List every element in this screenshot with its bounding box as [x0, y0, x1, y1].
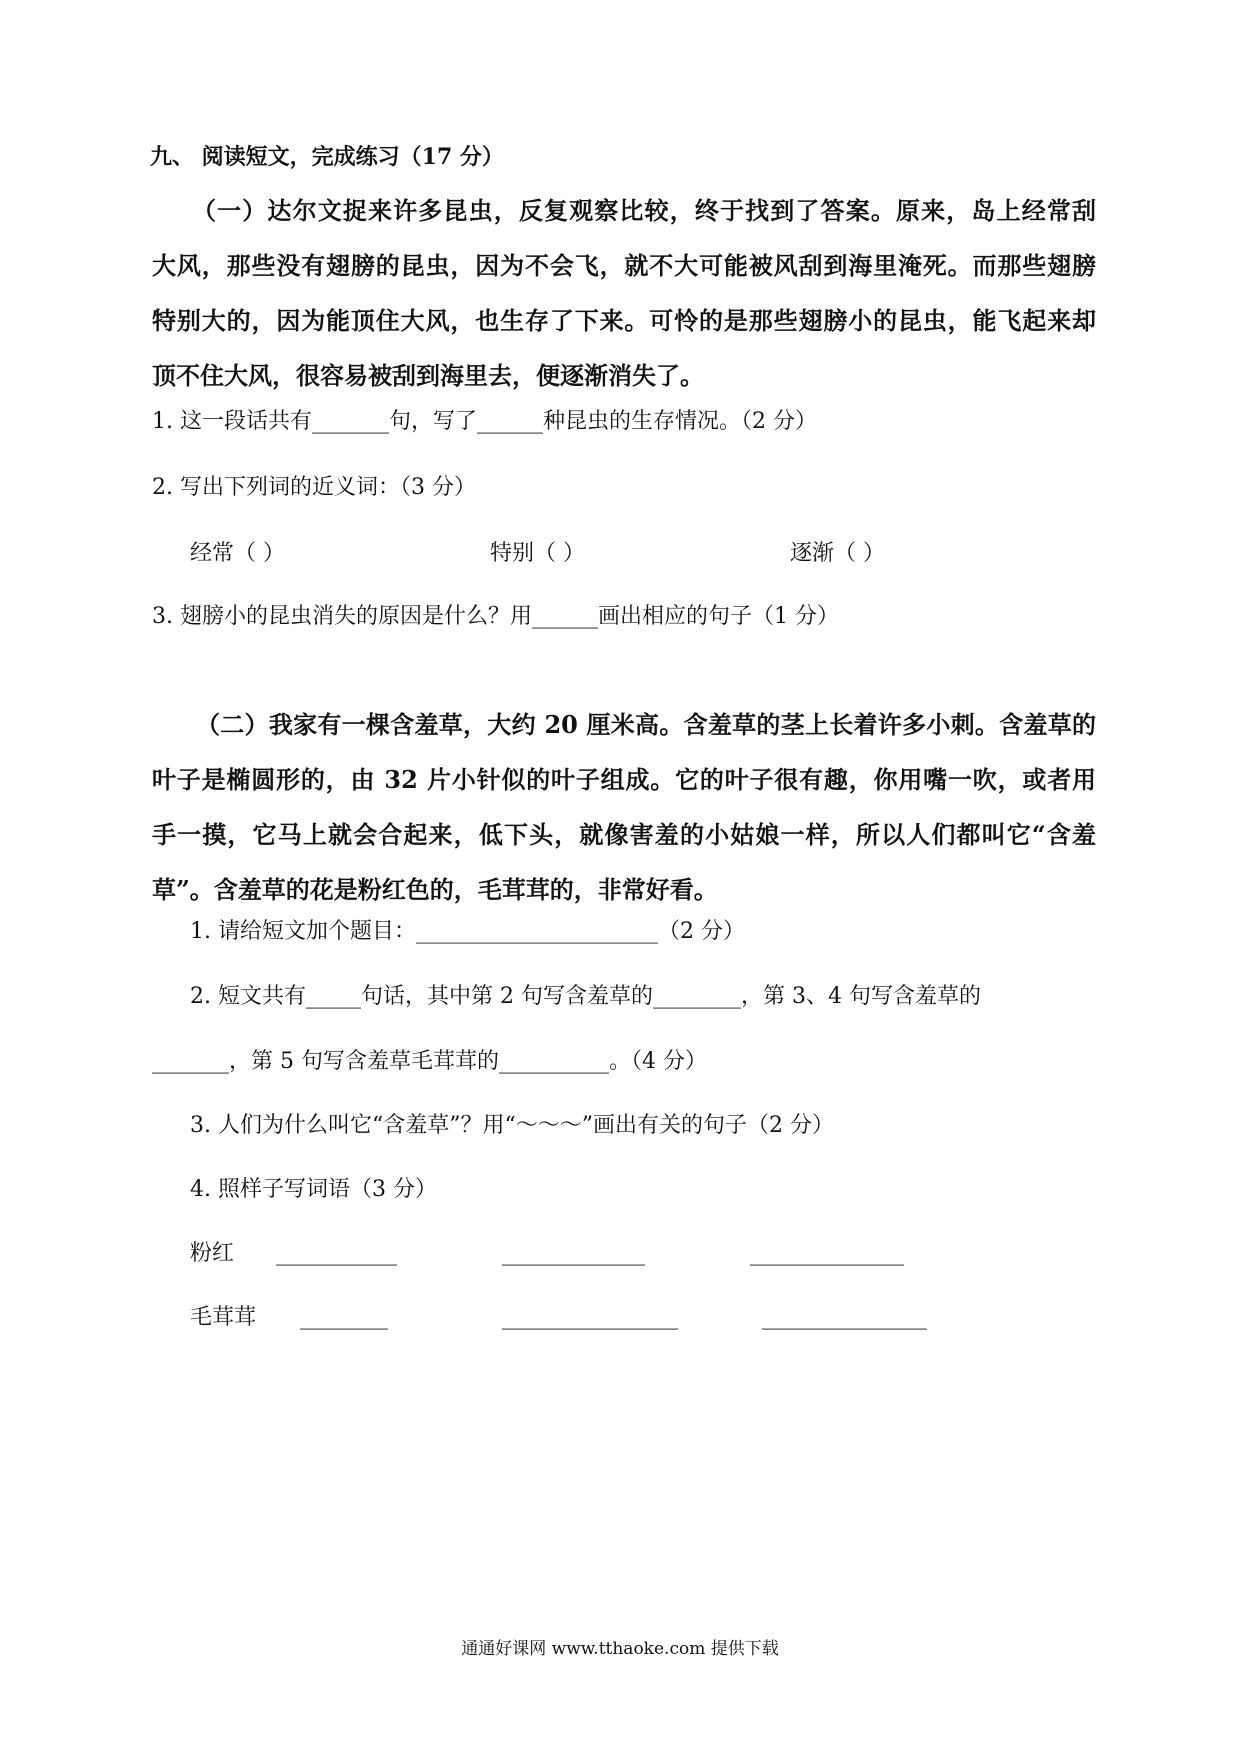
passage-1-line: 顶不住大风，很容易被刮到海里去，便逐渐消失了。 [152, 361, 704, 390]
passage-2-line: 叶子是椭圆形的，由 32 片小针似的叶子组成。它的叶子很有趣，你用嘴一吹，或者用 [152, 765, 1096, 794]
passage-1-line: 大风，那些没有翅膀的昆虫，因为不会飞，就不大可能被风刮到海里淹死。而那些翅膀 [152, 251, 1096, 280]
section-heading: 九、 阅读短文，完成练习（17 分） [150, 144, 504, 170]
passage-1-line: 特别大的，因为能顶住大风，也生存了下来。可怜的是那些翅膀小的昆虫，能飞起来却 [152, 306, 1096, 335]
word-pattern-label: 粉红 [190, 1241, 235, 1266]
passage-2-question-3: 3. 人们为什么叫它“含羞草”？用“～～～”画出有关的句子（2 分） [190, 1113, 834, 1138]
word-blank: ______________ [750, 1241, 904, 1266]
passage-2-line: 手一摸，它马上就会合起来，低下头，就像害羞的小姑娘一样，所以人们都叫它“含羞 [152, 820, 1096, 849]
word-blank: ___________ [276, 1241, 397, 1266]
passage-1-line: （一）达尔文捉来许多昆虫，反复观察比较，终于找到了答案。原来，岛上经常刮 [192, 196, 1096, 225]
synonym-word-2: 特别（ ） [490, 541, 585, 566]
word-pattern-label: 毛茸茸 [190, 1305, 257, 1330]
word-blank: _____________ [502, 1241, 645, 1266]
passage-2-line: 草”。含羞草的花是粉红色的，毛茸茸的，非常好看。 [152, 875, 718, 904]
passage-2-question-1: 1. 请给短文加个题目：______________________（2 分） [190, 919, 745, 944]
passage-1-question-2: 2. 写出下列词的近义词：（3 分） [152, 475, 476, 500]
passage-2-question-2-line-2: _______，第 5 句写含羞草毛茸茸的__________。（4 分） [152, 1049, 707, 1074]
passage-2-line: （二）我家有一棵含羞草，大约 20 厘米高。含羞草的茎上长着许多小刺。含羞草的 [196, 710, 1096, 739]
passage-2-question-2-line-1: 2. 短文共有_____句话，其中第 2 句写含羞草的________，第 3、4 句写含羞草的 [190, 984, 981, 1009]
synonym-word-3: 逐渐（ ） [790, 541, 885, 566]
word-blank: ________________ [502, 1305, 678, 1330]
passage-1-question-1: 1. 这一段话共有_______句，写了______种昆虫的生存情况。（2 分） [152, 409, 817, 434]
passage-2-question-4: 4. 照样子写词语（3 分） [190, 1177, 437, 1202]
footer-text: 通通好课网 www.tthaoke.com 提供下载 [461, 1639, 779, 1659]
synonym-word-1: 经常（ ） [190, 541, 285, 566]
word-blank: _______________ [762, 1305, 927, 1330]
word-blank: ________ [300, 1305, 388, 1330]
passage-1-question-3: 3. 翅膀小的昆虫消失的原因是什么？用______画出相应的句子（1 分） [152, 604, 839, 629]
